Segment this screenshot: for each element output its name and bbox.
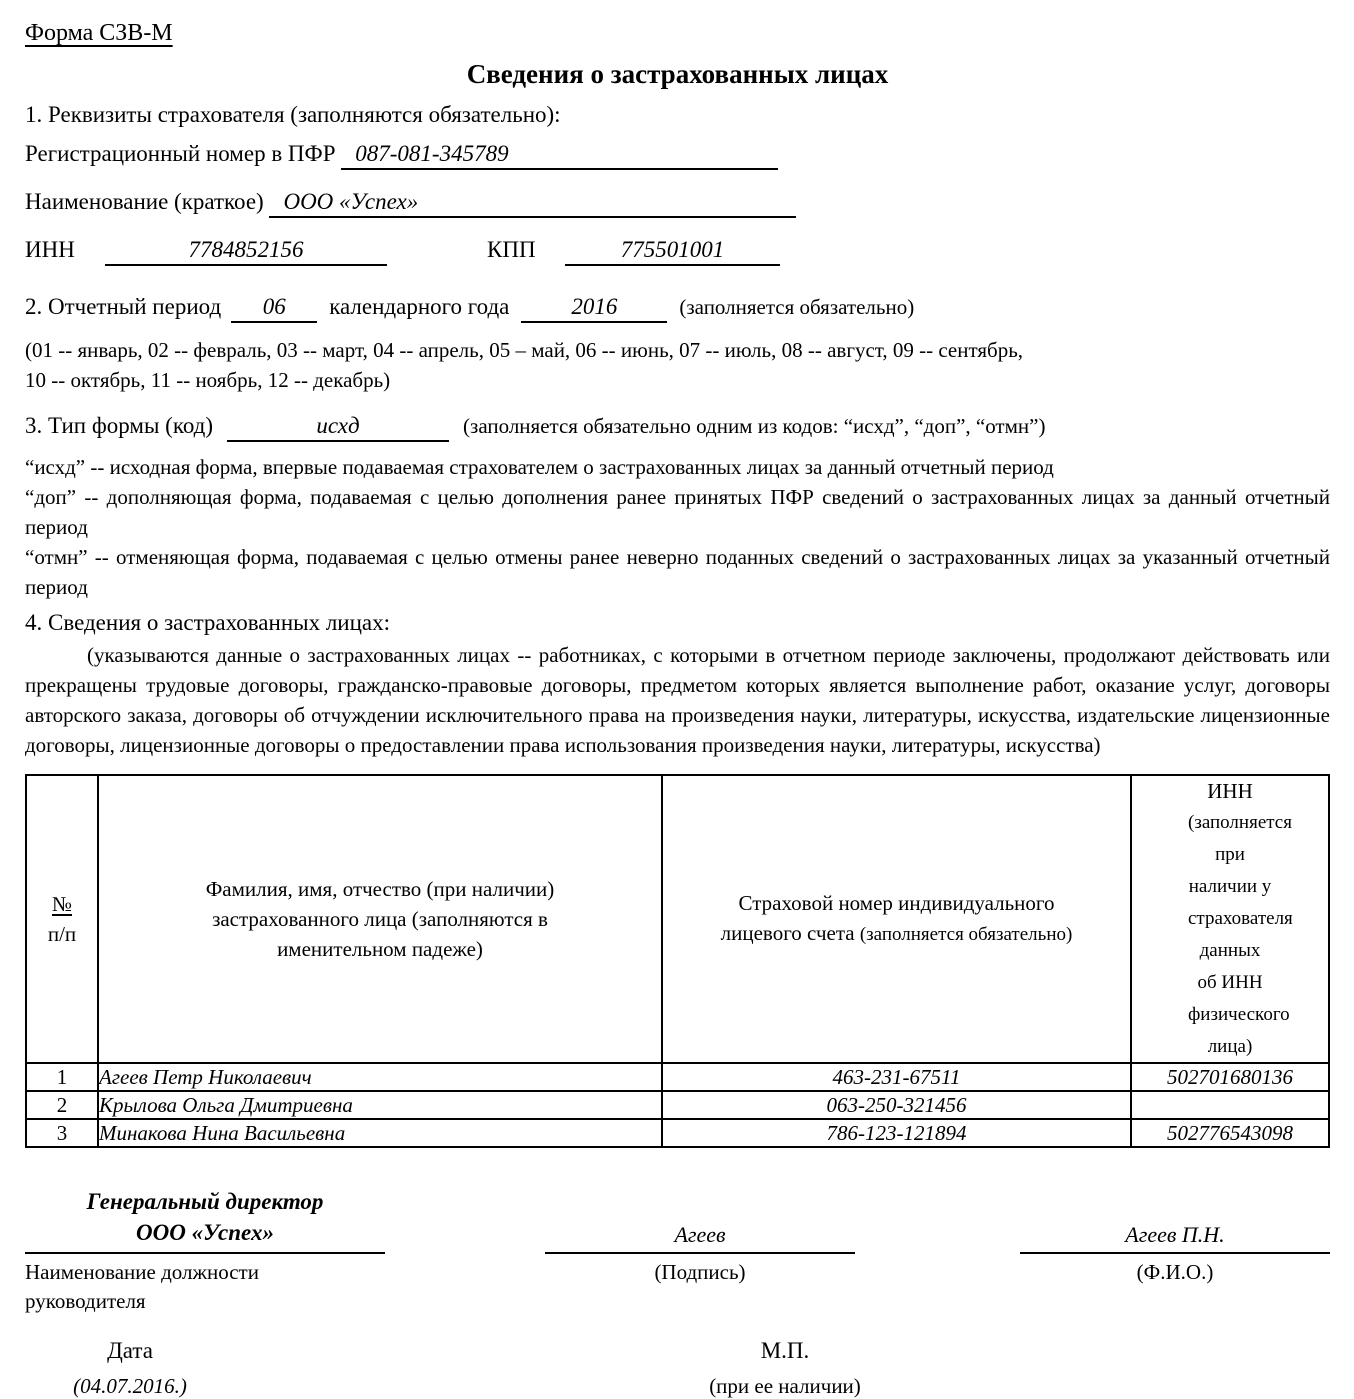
org-name-label: Наименование (краткое) [25,189,264,214]
definition-dop: “доп” -- дополняющая форма, подаваемая с целью дополнения ранее принятых ПФР сведений о застрахованных лицах за данный отчетный период [25,485,1330,539]
section3-heading: 3. Тип формы (код) [25,413,214,438]
fio-value: Агеев П.Н. [1125,1222,1225,1247]
position-caption: Наименование должности руководителя [25,1260,259,1313]
inn-header-note: (заполняется при наличии у страхователя данных об ИНН физического лица) [1188,812,1293,1057]
row-number: 3 [26,1119,98,1147]
num-header-top: № [51,892,73,916]
kpp-value: 775501001 [620,237,725,262]
document-title: Сведения о застрахованных лицах [466,59,889,89]
inn-value: 7784852156 [188,237,304,262]
snils-header-main: Страховой номер индивидуального лицевого счета [720,891,1055,945]
kpp-label: КПП [487,237,536,262]
period-value: 06 [262,294,286,319]
reg-number-label: Регистрационный номер в ПФР [25,141,336,166]
date-block [25,1338,235,1399]
row-number: 1 [26,1063,98,1091]
stamp-label: М.П. [760,1338,810,1363]
person-inn: 502776543098 [1131,1119,1329,1147]
signature-area [25,1182,1330,1316]
table-row [26,1119,1329,1147]
table-header-row [26,775,1329,1063]
position-field [25,1182,385,1254]
definition-iskhd: “исхд” -- исходная форма, впервые подаваемая страхователем о застрахованных лицах за данный отчетный период [25,455,1054,479]
section-insured-persons [25,610,1330,1148]
period-mandatory-note: (заполняется обязательно) [679,295,915,319]
inn-header-main: ИНН [1207,779,1253,803]
insured-persons-table [25,774,1330,1148]
person-snils: 786-123-121894 [662,1119,1131,1147]
person-name: Крылова Ольга Дмитриевна [98,1091,662,1119]
reg-number-value: 087-081-345789 [355,141,509,166]
position-signature-column [25,1182,385,1316]
stamp-block [620,1338,950,1399]
sign-field [545,1182,855,1254]
person-snils: 063-250-321456 [662,1091,1131,1119]
date-value: (04.07.2016.) [73,1374,187,1398]
months-note-line1: (01 -- январь, 02 -- февраль, 03 -- март, 04 -- апрель, 05 – май, 06 -- июнь, 07 -- июль, 08 -- август, 09 -- сентябрь, [25,338,1024,362]
person-inn [1131,1091,1329,1119]
inn-kpp-row [25,229,1330,272]
table-row [26,1063,1329,1091]
definition-otmn: “отмн” -- отменяющая форма, подаваемая с целью отмены ранее неверно поданных сведений о застрахованных лицах за указанный отчетный период [25,545,1330,599]
section-form-type [25,405,1330,602]
person-name: Минакова Нина Васильевна [98,1119,662,1147]
sign-column [545,1182,855,1287]
year-value: 2016 [571,294,618,319]
period-field [231,286,317,323]
form-code-label: Форма СЗВ-М [25,20,173,46]
section4-heading: 4. Сведения о застрахованных лицах: [25,610,391,635]
org-name-value: ООО «Успех» [283,189,419,214]
form-type-codes-note: (заполняется обязательно одним из кодов: “исхд”, “доп”, “отмн”) [463,414,1046,438]
reg-number-row [25,133,1330,176]
date-label: Дата [107,1338,153,1363]
months-note [25,335,1330,395]
months-note-line2: 10 -- октябрь, 11 -- ноябрь, 12 -- декабрь) [25,368,391,392]
sign-caption: (Подпись) [654,1260,746,1284]
person-inn: 502701680136 [1131,1063,1329,1091]
section1-heading: 1. Реквизиты страхователя (заполняются обязательно): [25,102,561,127]
year-field [521,286,667,323]
section2-heading: 2. Отчетный период [25,294,222,319]
row-number: 2 [26,1091,98,1119]
org-name-row [25,181,1330,224]
sign-value: Агеев [674,1222,726,1247]
reg-number-field [341,133,778,170]
period-row [25,286,1330,329]
col-header-num [26,775,98,1063]
num-header-bottom: п/п [47,922,77,946]
person-snils: 463-231-67511 [662,1063,1131,1091]
form-type-definitions [25,452,1330,602]
table-row [26,1091,1329,1119]
col-header-inn [1131,775,1329,1063]
fio-caption: (Ф.И.О.) [1136,1260,1214,1284]
col-header-name: Фамилия, имя, отчество (при наличии) застрахованного лица (заполняются в именительном падеже) [98,775,662,1063]
snils-header-note: (заполняется обязательно) [859,924,1073,945]
col-header-snils [662,775,1131,1063]
form-type-field [227,405,449,442]
fio-field [1020,1182,1330,1254]
position-line2: ООО «Успех» [136,1220,274,1245]
stamp-note: (при ее наличии) [709,1374,861,1398]
person-name: Агеев Петр Николаевич [98,1063,662,1091]
kpp-field [565,229,780,266]
form-type-value: исхд [316,413,360,438]
inn-field [105,229,387,266]
form-type-row [25,405,1330,448]
insured-persons-description: (указываются данные о застрахованных лицах -- работниках, с которыми в отчетном периоде заключены, продолжают действовать или прекращены трудовые договоры, гражданско-правовые договоры, предметом которых является выполнение работ, оказание услуг, договоры авторского заказа, договоры об отчуждении исключительного права на произведения науки, литературы, искусства, издательские лицензионные договоры, лицензионные договоры о предоставлении права использования произведения науки, литературы, искусства) [25,643,1330,757]
section-requisites [25,102,1330,272]
calendar-year-label: календарного года [329,294,510,319]
org-name-field [269,181,796,218]
fio-column [1020,1182,1330,1287]
section-reporting-period [25,286,1330,395]
inn-label: ИНН [25,237,75,262]
footer-row [25,1338,1330,1399]
position-line1: Генеральный директор [86,1189,324,1214]
